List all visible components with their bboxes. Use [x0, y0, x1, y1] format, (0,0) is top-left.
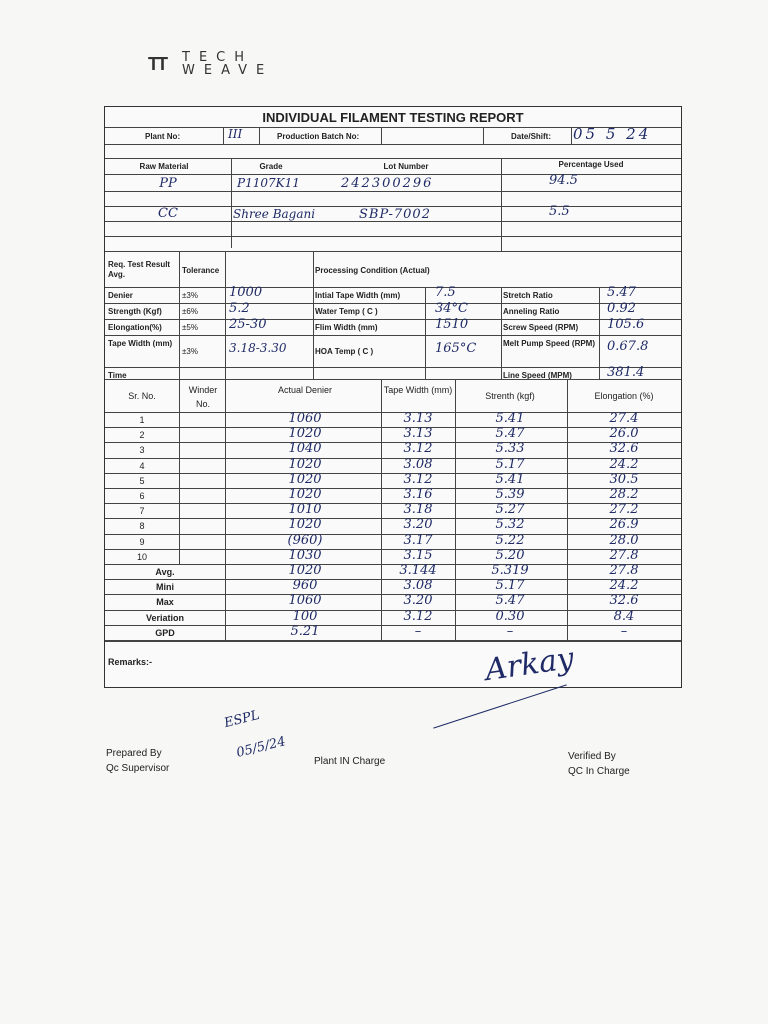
- cond-label-1: Water Temp ( C ): [315, 307, 378, 316]
- report-form: [104, 106, 682, 688]
- spec-value-3: 3.18-3.30: [229, 341, 287, 355]
- column-divider: [455, 379, 456, 640]
- elong-cell: 26.0: [609, 426, 639, 442]
- width-cell: 3.17: [403, 532, 433, 548]
- machine-param-1: Anneling Ratio: [503, 307, 560, 316]
- summary-label-cell: Veriation: [145, 612, 184, 623]
- req-test-label: Req. Test Result Avg.: [108, 260, 171, 279]
- summary-label-cell: Avg.: [155, 567, 175, 577]
- cond-value-1: 34°C: [435, 301, 468, 316]
- width-cell: 3.20: [403, 517, 433, 533]
- actual-denier-header: Actual Denier: [277, 385, 333, 395]
- strength-cell: 5.33: [495, 441, 525, 457]
- sr-no-cell: 4: [139, 460, 145, 471]
- denier-cell: 1060: [288, 593, 322, 609]
- elong-cell: 27.8: [609, 547, 639, 563]
- sr-no-cell: 2: [139, 430, 145, 441]
- percentage-header: Percentage Used: [558, 160, 624, 169]
- tolerance-label: Tolerance: [182, 266, 220, 275]
- spec-value-0: 1000: [229, 285, 263, 300]
- spec-tolerance-2: ±5%: [182, 323, 198, 332]
- spec-row-divider: [105, 367, 681, 368]
- sr-no-cell: 5: [139, 475, 145, 486]
- spec-tolerance-0: ±3%: [182, 291, 198, 300]
- raw-material-header: Raw Material: [139, 162, 189, 171]
- width-cell: 3.16: [403, 487, 433, 502]
- elong-cell: 28.0: [609, 532, 639, 548]
- strength-cell: –: [506, 623, 514, 639]
- remarks-signature: Arkay: [482, 640, 577, 689]
- denier-cell: 100: [292, 608, 318, 624]
- column-divider: [225, 379, 226, 640]
- winder-no-header: Winder No.: [188, 385, 218, 409]
- strength-cell: 5.27: [495, 502, 525, 518]
- remarks-label: Remarks:-: [108, 657, 153, 667]
- percentage-1: 94.5: [549, 173, 578, 188]
- width-cell: 3.12: [403, 471, 433, 487]
- date-shift-label: Date/Shift:: [511, 132, 551, 141]
- column-divider: [567, 379, 568, 640]
- company-logo: [148, 50, 368, 80]
- sr-no-header: Sr. No.: [128, 391, 156, 401]
- stamp-date: 05/5/24: [234, 734, 288, 761]
- strength-cell: 5.47: [495, 426, 525, 442]
- machine-value-0: 5.47: [607, 285, 636, 300]
- elong-cell: –: [620, 623, 628, 639]
- batch-no-label: Production Batch No:: [277, 132, 360, 141]
- prepared-by-block: [106, 746, 169, 776]
- elongation-header: Elongation (%): [594, 391, 654, 401]
- width-cell: 3.08: [403, 578, 433, 594]
- prepared-by-label: Prepared By: [106, 748, 162, 759]
- tape-width-header: Tape Width (mm): [383, 385, 453, 395]
- cond-value-2: 1510: [435, 317, 469, 332]
- cond-value-3: 165°C: [435, 341, 477, 356]
- strength-cell: 5.47: [495, 593, 525, 609]
- elong-cell: 30.5: [609, 471, 639, 487]
- signature-stroke: [433, 684, 566, 728]
- column-divider: [381, 379, 382, 640]
- strength-cell: 5.17: [495, 578, 525, 594]
- lot-number-2: SBP-7002: [359, 207, 431, 222]
- plant-in-charge-label: Plant IN Charge: [314, 756, 386, 767]
- machine-param-4: Line Speed (MPM): [503, 371, 572, 380]
- machine-param-2: Screw Speed (RPM): [503, 323, 579, 332]
- elong-cell: 24.2: [609, 456, 639, 472]
- elong-cell: 27.8: [609, 563, 639, 578]
- cond-value-0: 7.5: [435, 285, 456, 300]
- spec-row-divider: [105, 335, 681, 336]
- denier-cell: 1020: [288, 456, 322, 472]
- strength-cell: 5.41: [495, 471, 525, 487]
- sr-no-cell: 6: [139, 491, 145, 501]
- logo-mark: TT: [148, 54, 166, 74]
- grade-1: P1107K11: [237, 176, 300, 190]
- lot-number-1: 242300296: [341, 176, 434, 191]
- strength-header: Strenth (kgf): [485, 391, 535, 401]
- grade-header: Grade: [259, 162, 283, 171]
- grade-2: Shree Bagani: [233, 207, 316, 221]
- width-cell: 3.18: [403, 502, 433, 518]
- spec-param-2: Elongation(%): [108, 323, 162, 332]
- strength-cell: 0.30: [495, 608, 525, 624]
- spec-param-4: Time: [108, 371, 127, 380]
- raw-material-2: CC: [158, 206, 178, 221]
- cond-label-0: Intial Tape Width (mm): [315, 291, 401, 300]
- width-cell: 3.12: [403, 608, 433, 624]
- machine-value-4: 381.4: [607, 365, 645, 380]
- denier-cell: 1020: [288, 426, 322, 442]
- spec-tolerance-1: ±6%: [182, 307, 198, 316]
- spec-param-1: Strength (Kgf): [108, 307, 162, 316]
- plant-no-value: III: [228, 127, 243, 141]
- plant-no-label: Plant No:: [145, 132, 181, 141]
- elong-cell: 24.2: [609, 578, 639, 594]
- summary-label-cell: Max: [156, 597, 174, 608]
- machine-value-3: 0.67.8: [607, 339, 649, 354]
- sr-no-cell: 10: [136, 551, 147, 562]
- spec-value-1: 5.2: [229, 301, 250, 316]
- strength-cell: 5.41: [495, 411, 525, 426]
- strength-cell: 5.17: [495, 456, 525, 472]
- spec-row-divider: [105, 303, 681, 304]
- denier-cell: 1040: [288, 441, 322, 457]
- spec-row-divider: [105, 319, 681, 320]
- raw-material-1: PP: [159, 176, 177, 191]
- strength-cell: 5.39: [495, 487, 525, 502]
- elong-cell: 32.6: [609, 441, 639, 457]
- denier-cell: 1030: [288, 547, 322, 563]
- logo-text-line1: TECH: [182, 50, 254, 65]
- elong-cell: 32.6: [609, 593, 639, 609]
- date-shift-value: 05 5 24: [573, 125, 652, 143]
- spec-value-2: 25-30: [229, 317, 267, 332]
- sr-no-cell: 7: [139, 506, 145, 517]
- summary-label-cell: GPD: [155, 627, 175, 638]
- percentage-2: 5.5: [549, 204, 570, 219]
- width-cell: 3.15: [403, 547, 433, 563]
- strength-cell: 5.20: [495, 547, 525, 563]
- strength-cell: 5.22: [495, 532, 525, 548]
- cond-label-3: HOA Temp ( C ): [315, 347, 374, 356]
- spec-tolerance-3: ±3%: [182, 347, 198, 356]
- denier-cell: 1010: [288, 502, 322, 518]
- width-cell: 3.20: [403, 593, 433, 609]
- cond-label-2: Flim Width (mm): [315, 323, 378, 332]
- width-cell: 3.13: [403, 426, 433, 442]
- report-title: INDIVIDUAL FILAMENT TESTING REPORT: [262, 110, 524, 125]
- denier-cell: 1020: [288, 563, 322, 578]
- denier-cell: 1060: [288, 411, 322, 426]
- column-divider: [179, 379, 180, 564]
- elong-cell: 28.2: [609, 487, 639, 502]
- sr-no-cell: 3: [139, 445, 145, 456]
- machine-value-1: 0.92: [607, 301, 636, 316]
- processing-condition-label: Processing Condition (Actual): [315, 266, 430, 275]
- denier-cell: 1020: [288, 471, 322, 487]
- denier-cell: 1020: [288, 487, 322, 502]
- width-cell: –: [414, 623, 422, 639]
- lot-number-header: Lot Number: [383, 162, 429, 171]
- strength-cell: 5.319: [491, 563, 529, 578]
- width-cell: 3.08: [403, 456, 433, 472]
- elong-cell: 27.2: [609, 502, 639, 518]
- qc-in-charge-label: QC In Charge: [568, 766, 630, 777]
- machine-param-3: Melt Pump Speed (RPM): [503, 339, 596, 348]
- denier-cell: 1020: [288, 517, 322, 533]
- machine-value-2: 105.6: [607, 317, 645, 332]
- stamp-text: ESPL: [222, 707, 262, 732]
- sr-no-cell: 1: [139, 415, 145, 425]
- elong-cell: 26.9: [609, 517, 639, 533]
- sr-no-cell: 9: [139, 536, 145, 547]
- spec-param-3: Tape Width (mm): [108, 339, 173, 348]
- verified-by-block: [568, 749, 630, 779]
- strength-cell: 5.32: [495, 517, 525, 533]
- spec-param-0: Denier: [108, 291, 133, 300]
- denier-cell: 960: [292, 578, 318, 594]
- sr-no-cell: 8: [139, 521, 145, 532]
- elong-cell: 8.4: [613, 608, 635, 624]
- width-cell: 3.13: [403, 411, 433, 426]
- denier-cell: (960): [287, 532, 323, 548]
- width-cell: 3.12: [403, 441, 433, 457]
- logo-text-line2: WEAVE: [182, 63, 274, 78]
- machine-param-0: Stretch Ratio: [503, 291, 553, 300]
- summary-label-cell: Mini: [156, 582, 174, 593]
- width-cell: 3.144: [399, 563, 437, 578]
- qc-supervisor-label: Qc Supervisor: [106, 763, 170, 774]
- elong-cell: 27.4: [609, 411, 639, 426]
- verified-by-label: Verified By: [568, 751, 616, 762]
- denier-cell: 5.21: [290, 623, 320, 639]
